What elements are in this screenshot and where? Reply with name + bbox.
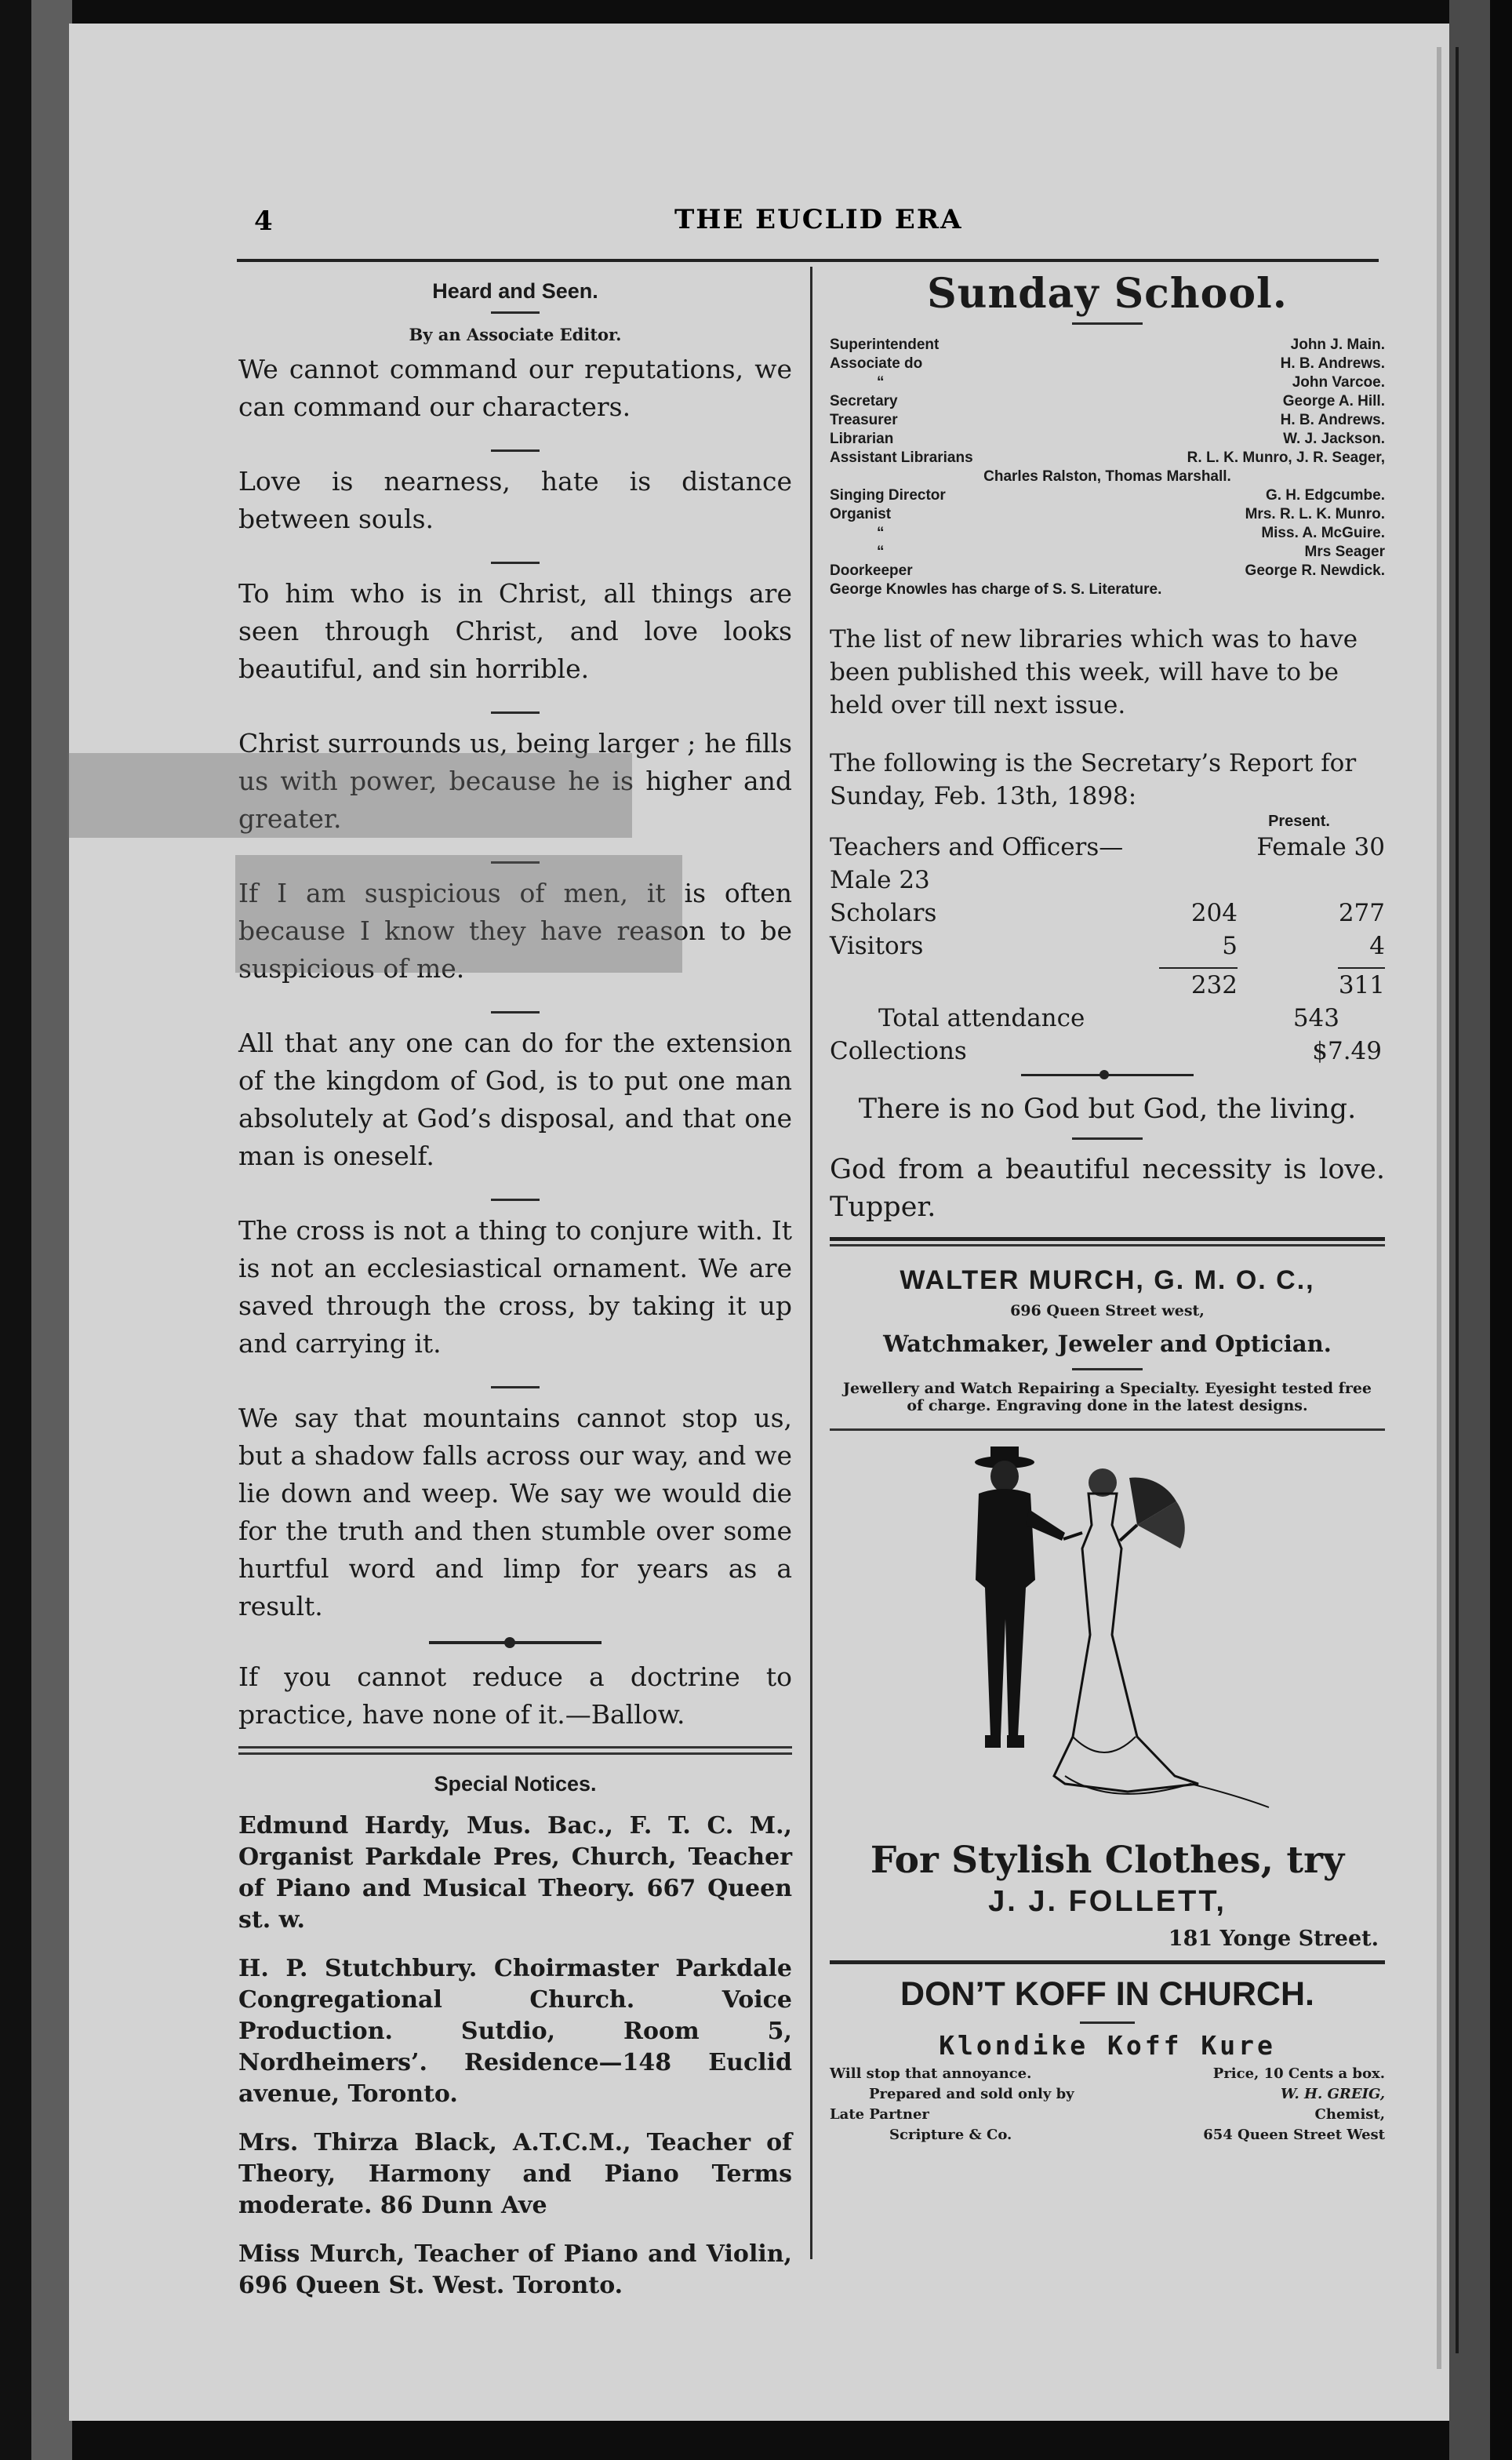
attendance-row bbox=[830, 831, 1385, 897]
attendance-row bbox=[830, 967, 1385, 1002]
ad-address: 696 Queen Street west, bbox=[1010, 1302, 1205, 1319]
ad-left-text: Will stop that annoyance. Prepared and sold only by Late Partner Scripture & Co. bbox=[830, 2065, 1074, 2143]
paragraph: All that any one can do for the extension of the kingdom of God, is to put one man absolutely at God’s disposal, and that one man is oneself. bbox=[238, 1028, 792, 1171]
clothing-ad bbox=[830, 1839, 1385, 1951]
attendance-label: Scholars bbox=[830, 899, 937, 927]
title-rule bbox=[491, 311, 540, 314]
scan-highlight-overlay bbox=[67, 753, 632, 838]
officer-row bbox=[830, 392, 1385, 411]
officer-role: “ bbox=[877, 374, 885, 391]
scan-highlight-overlay bbox=[235, 855, 682, 973]
officer-name: Miss. A. McGuire. bbox=[1261, 525, 1385, 541]
officer-row bbox=[830, 355, 1385, 373]
attendance-row bbox=[830, 897, 1385, 930]
officer-name: R. L. K. Munro, J. R. Seager, bbox=[1187, 449, 1385, 466]
collections-row: Collections $7.49 bbox=[830, 1037, 1382, 1065]
page-number: 4 bbox=[254, 206, 273, 237]
scan-margin-strip bbox=[31, 0, 72, 2460]
officer-role: Assistant Librarians bbox=[830, 449, 973, 466]
officer-row bbox=[830, 468, 1385, 486]
paragraph: The cross is not a thing to conjure with. It is not an ecclesiastical ornament. We are saved through the cross, by taking it up and carrying it. bbox=[238, 1215, 792, 1359]
attendance-female: Female 30 bbox=[1256, 833, 1385, 861]
paragraph: Love is nearness, hate is distance between souls. bbox=[238, 466, 792, 534]
attendance-female: 277 bbox=[1338, 899, 1385, 927]
officer-role: Associate do bbox=[830, 355, 923, 372]
ad-trade: Watchmaker, Jeweler and Optician. bbox=[883, 1330, 1332, 1357]
paragraph: If you cannot reduce a doctrine to practice, have none of it.—Ballow. bbox=[238, 1661, 792, 1730]
officer-role: “ bbox=[877, 544, 885, 560]
officer-row bbox=[830, 524, 1385, 543]
attendance-table bbox=[830, 831, 1385, 1002]
libraries-note: The list of new libraries which was to have been published this week, will have to be held over till next issue. bbox=[830, 625, 1358, 719]
attendance-male: 204 bbox=[1190, 899, 1238, 927]
left-column bbox=[238, 279, 792, 2302]
report-intro: The following is the Secretary’s Report for Sunday, Feb. 13th, 1898: bbox=[830, 749, 1357, 810]
notice: Edmund Hardy, Mus. Bac., F. T. C. M., Organist Parkdale Pres, Church, Teacher of Piano and Musical Theory. 667 Queen st. w. bbox=[238, 1812, 792, 1934]
heard-and-seen-title: Heard and Seen. bbox=[432, 279, 598, 303]
title-rule bbox=[1072, 322, 1143, 325]
attendance-label: Visitors bbox=[830, 932, 924, 960]
officer-name: John Varcoe. bbox=[1292, 374, 1385, 391]
officer-role: Superintendent bbox=[830, 337, 940, 353]
ad-border bbox=[830, 1960, 1385, 1964]
byline: By an Associate Editor. bbox=[409, 325, 622, 344]
literature-note: George Knowles has charge of S. S. Literature. bbox=[830, 581, 1162, 598]
attendance-male: 5 bbox=[1222, 932, 1238, 960]
ad-border bbox=[830, 1428, 1385, 1431]
paragraph: We say that mountains cannot stop us, but a shadow falls across our way, and we lie down and weep. We say we would die for the truth and then stumble over some hurtful word and limp for years as a result. bbox=[238, 1403, 792, 1621]
cough-remedy-ad bbox=[830, 1975, 1385, 2145]
officer-role: Treasurer bbox=[830, 412, 898, 428]
officer-name: W. J. Jackson. bbox=[1283, 431, 1385, 447]
officers-list bbox=[830, 336, 1385, 580]
scan-border-right bbox=[1490, 0, 1512, 2460]
paragraph: We cannot command our reputations, we can command our characters. bbox=[238, 354, 792, 422]
ad-name: WALTER MURCH, G. M. O. C., bbox=[900, 1265, 1315, 1295]
ad-note: Jewellery and Watch Repairing a Specialty. Eyesight tested free of charge. Engraving done in the latest designs. bbox=[842, 1380, 1372, 1414]
officer-role: Organist bbox=[830, 506, 892, 522]
right-column bbox=[830, 270, 1385, 2145]
ornament-rule bbox=[1021, 1074, 1194, 1076]
scan-border-left bbox=[0, 0, 31, 2460]
attendance-female: 311 bbox=[1338, 967, 1385, 1002]
present-label: Present. bbox=[1268, 813, 1330, 830]
officer-name: Charles Ralston, Thomas Marshall. bbox=[983, 468, 1231, 485]
officer-name: G. H. Edgcumbe. bbox=[1265, 487, 1385, 504]
column-divider bbox=[810, 267, 812, 2259]
attendance-row bbox=[830, 930, 1385, 963]
ad-product: Klondike Koff Kure bbox=[939, 2030, 1276, 2061]
officer-name: H. B. Andrews. bbox=[1280, 355, 1385, 372]
ad-address: 181 Yonge Street. bbox=[1168, 1927, 1379, 1951]
officer-name: John J. Main. bbox=[1290, 337, 1385, 353]
attendance-label bbox=[830, 967, 1159, 1002]
officer-row bbox=[830, 543, 1385, 562]
officer-role: “ bbox=[877, 525, 885, 541]
adjacent-page-edge bbox=[1449, 0, 1490, 2460]
officer-name: H. B. Andrews. bbox=[1280, 412, 1385, 428]
officer-row bbox=[830, 486, 1385, 505]
couple-illustration bbox=[830, 1439, 1385, 1847]
header-rule bbox=[237, 259, 1379, 262]
ad-headline: For Stylish Clothes, try bbox=[870, 1839, 1345, 1882]
notice: H. P. Stutchbury. Choirmaster Parkdale Congregational Church. Voice Production. Sutdio, Room 5, Nordheimers’. Residence—148 Euclid avenue, Toronto. bbox=[238, 1955, 792, 2108]
officer-row bbox=[830, 505, 1385, 524]
quote: God from a beautiful necessity is love. Tupper. bbox=[830, 1154, 1385, 1223]
officer-row bbox=[830, 449, 1385, 468]
ad-headline: DON’T KOFF IN CHURCH. bbox=[900, 1975, 1314, 2013]
watchmaker-ad bbox=[830, 1265, 1385, 1414]
ad-name: J. J. FOLLETT, bbox=[988, 1885, 1227, 1918]
officer-name: Mrs. R. L. K. Munro. bbox=[1245, 506, 1385, 522]
officer-name: Mrs Seager bbox=[1304, 544, 1385, 560]
officer-name: George A. Hill. bbox=[1282, 393, 1385, 409]
masthead: THE EUCLID ERA bbox=[674, 204, 963, 235]
attendance-male bbox=[1159, 831, 1238, 897]
page-fold bbox=[1437, 47, 1441, 2369]
officer-name: George R. Newdick. bbox=[1245, 562, 1385, 579]
paragraph: If I am suspicious of men, it is often because I know they have reason to be suspicious of me. bbox=[238, 878, 792, 984]
officer-row bbox=[830, 336, 1385, 355]
officer-role: Librarian bbox=[830, 431, 894, 447]
paragraph: To him who is in Christ, all things are seen through Christ, and love looks beautiful, and sin horrible. bbox=[238, 578, 792, 684]
attendance-label: Teachers and Officers—Male 23 bbox=[830, 833, 1124, 894]
ad-right-text: Price, 10 Cents a box. W. H. GREIG, Chemist, 654 Queen Street West bbox=[1203, 2065, 1385, 2143]
officer-row bbox=[830, 373, 1385, 392]
total-attendance-row: Total attendance 543 bbox=[878, 1004, 1339, 1032]
officer-row bbox=[830, 411, 1385, 430]
attendance-female: 4 bbox=[1369, 932, 1385, 960]
quote: There is no God but God, the living. bbox=[858, 1094, 1357, 1125]
notice: Mrs. Thirza Black, A.T.C.M., Teacher of Theory, Harmony and Piano Terms moderate. 86 Dunn Ave bbox=[238, 2129, 792, 2219]
officer-row bbox=[830, 430, 1385, 449]
special-notices-title: Special Notices. bbox=[434, 1772, 597, 1796]
officer-role: Secretary bbox=[830, 393, 898, 409]
officer-role: Singing Director bbox=[830, 487, 946, 504]
paragraph: Christ surrounds us, being larger ; he fills us with power, because he is higher and greater. bbox=[238, 728, 792, 834]
officer-role: Doorkeeper bbox=[830, 562, 913, 579]
attendance-male: 232 bbox=[1159, 967, 1238, 1002]
sunday-school-title: Sunday School. bbox=[927, 270, 1288, 318]
ornament-rule bbox=[429, 1641, 602, 1644]
officer-row bbox=[830, 562, 1385, 580]
notice: Miss Murch, Teacher of Piano and Violin, 696 Queen St. West. Toronto. bbox=[238, 2240, 792, 2299]
